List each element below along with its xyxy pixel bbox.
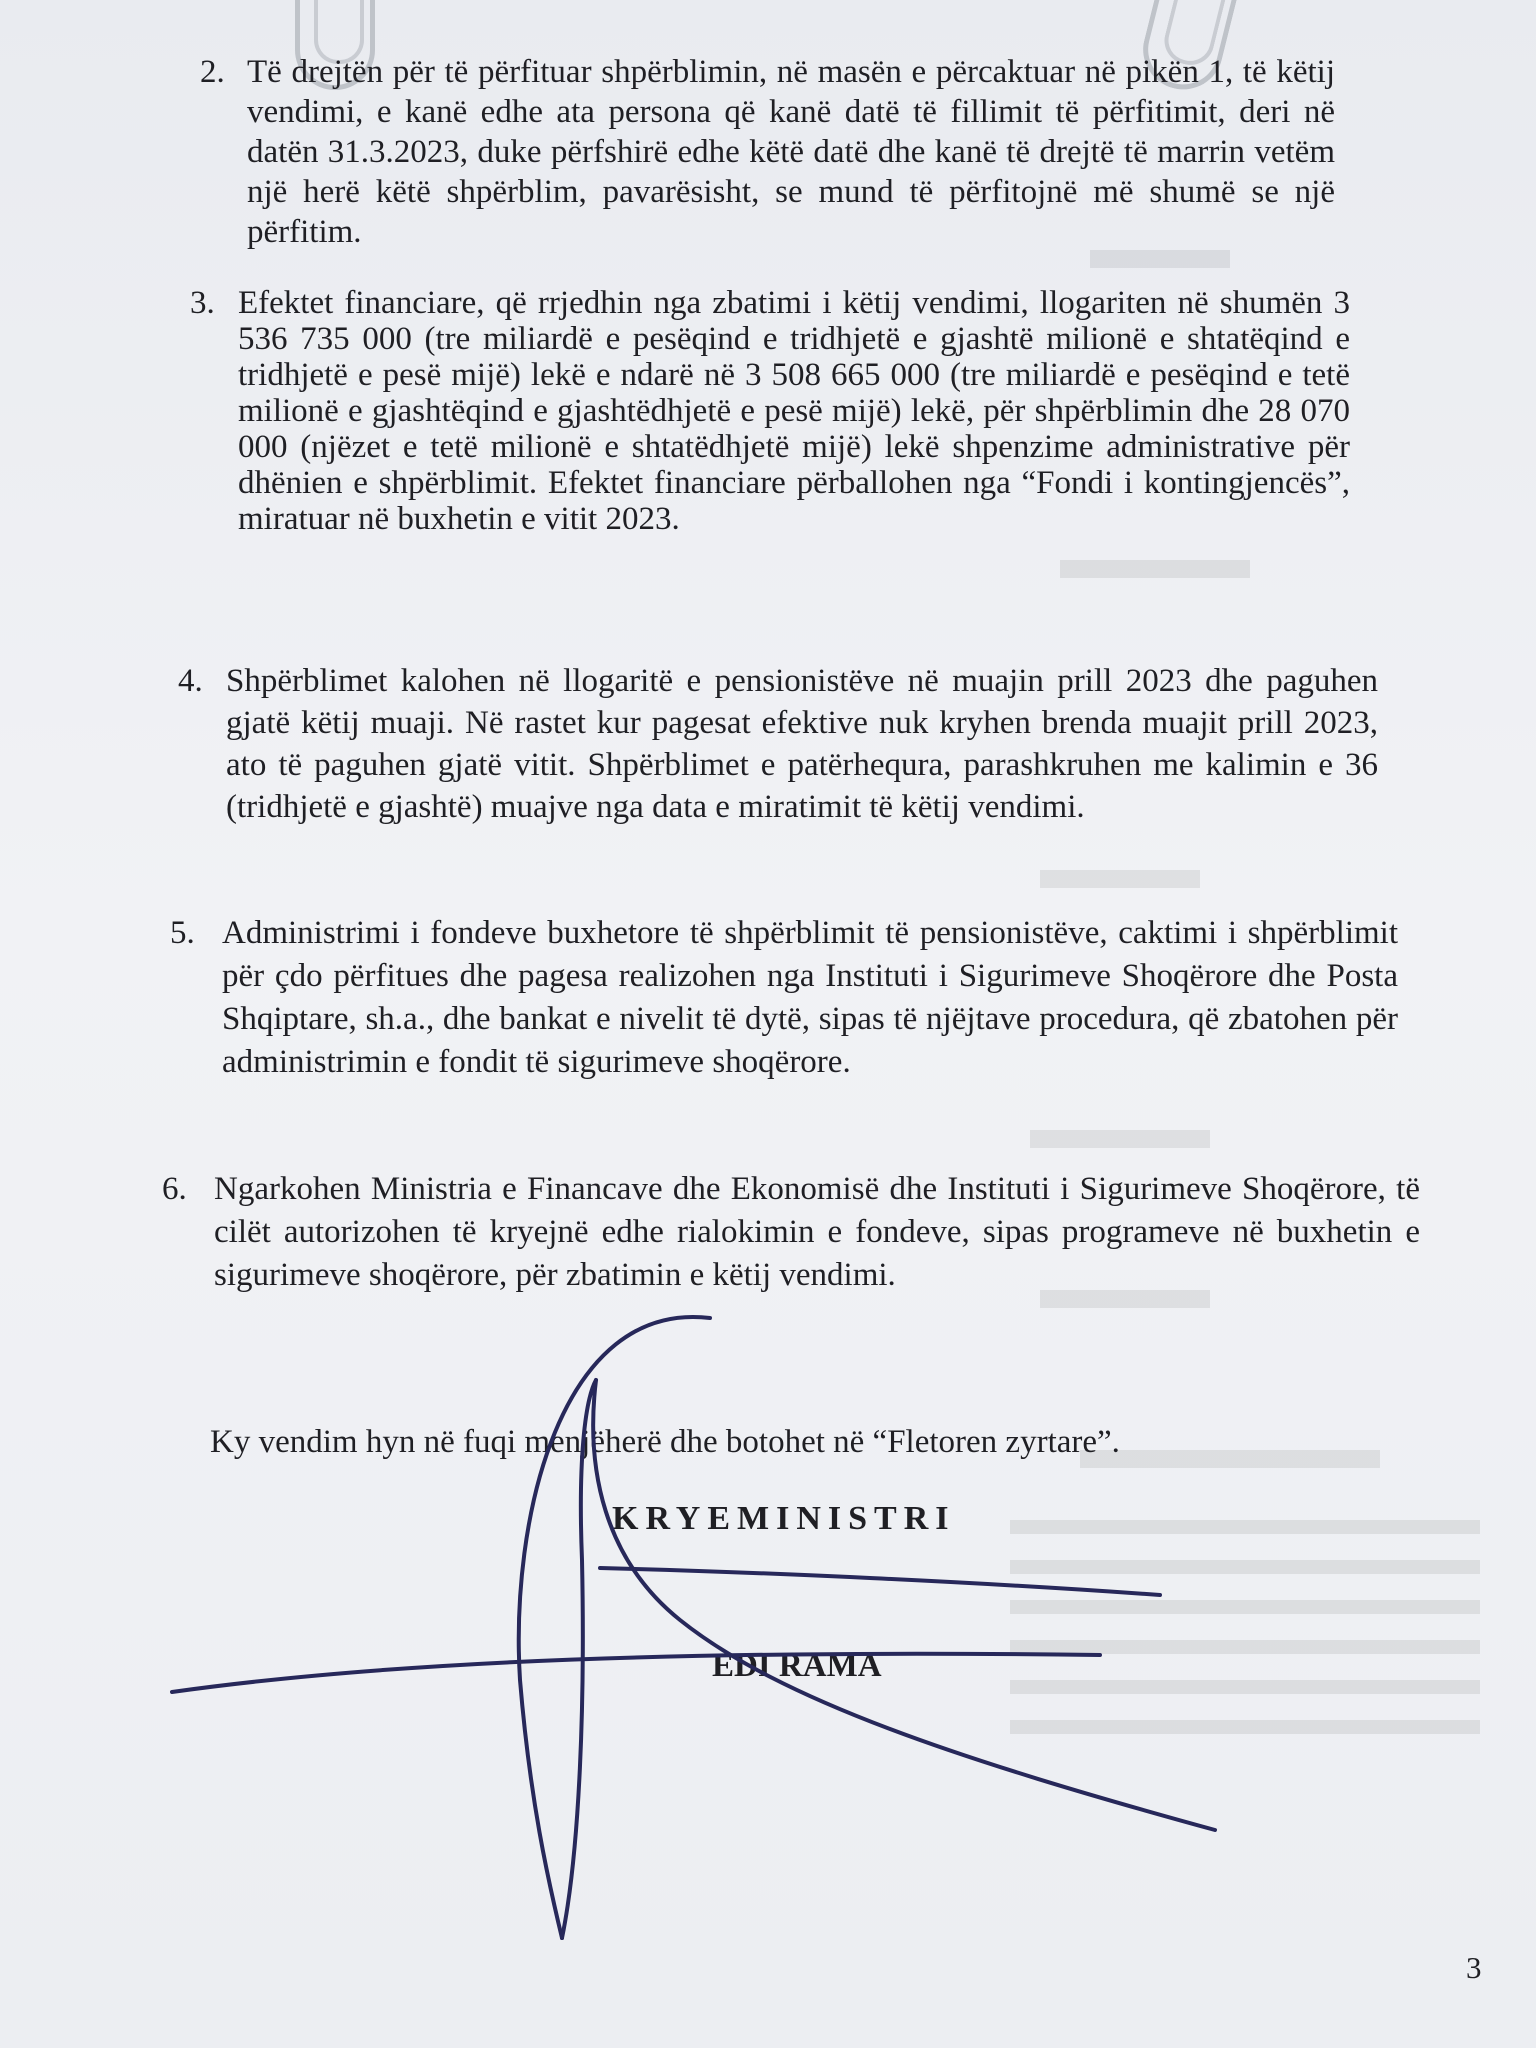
paragraph-text: Efektet financiare, që rrjedhin nga zbatimi i këtij vendimi, llogariten në shumën 3 536 735 000 (tre miliardë e pesëqind e tridhjetë e gjashtë milionë e shtatëqind e tridhjetë e pesë mijë) lekë e ndarë në 3 508 665 000 (tre miliardë e pesëqind e tetë milionë e gjashtëqind e gjashtëdhjetë e pesë mijë) lekë, për shpërblimin dhe 28 070 000 (njëzet e tetë milionë e shtatëdhjetë mijë) lekë shpenzime administrative për dhënien e shpërblimit. Efektet financiare përballohen nga “Fondi i kontingjencës”, miratuar në buxhetin e vitit 2023.: [238, 285, 1350, 537]
paragraph-number: 2.: [200, 54, 225, 90]
closing-statement: Ky vendim hyn në fuqi menjëherë dhe botohet në “Fletoren zyrtare”.: [210, 1424, 1120, 1460]
signatory-name: EDI RAMA: [712, 1648, 882, 1684]
paragraph-number: 5.: [170, 915, 195, 951]
paragraph-text: Ngarkohen Ministria e Financave dhe Ekonomisë dhe Instituti i Sigurimeve Shoqërore, të cilët autorizohen të kryejnë edhe rialokimin e fondeve, sipas programeve në buxhetin e sigurimeve shoqërore, për zbatimin e këtij vendimi.: [214, 1171, 1420, 1293]
paragraph-number: 6.: [162, 1171, 187, 1207]
page-number: 3: [1466, 1950, 1482, 1985]
signatory-title: KRYEMINISTRI: [612, 1500, 956, 1537]
paragraph-number: 3.: [190, 285, 215, 321]
paragraph-text: Shpërblimet kalohen në llogaritë e pensionistëve në muajin prill 2023 dhe paguhen gjatë këtij muaji. Në rastet kur pagesat efektive nuk kryhen brenda muajit prill 2023, ato të paguhen gjatë vitit. Shpërblimet e patërhequra, parashkruhen me kalimin e 36 (tridhjetë e gjashtë) muajve nga data e miratimit të këtij vendimi.: [226, 663, 1378, 825]
paragraph-number: 4.: [178, 663, 203, 699]
paragraph-text: Administrimi i fondeve buxhetore të shpërblimit të pensionistëve, caktimi i shpërblimit për çdo përfitues dhe pagesa realizohen nga Instituti i Sigurimeve Shoqërore dhe Posta Shqiptare, sh.a., dhe bankat e nivelit të dytë, sipas të njëjtave procedura, që zbatohen për administrimin e fondit të sigurimeve shoqërore.: [222, 915, 1398, 1080]
paragraph-text: Të drejtën për të përfituar shpërblimin, në masën e përcaktuar në pikën 1, të këtij vendimi, e kanë edhe ata persona që kanë datë të fillimit të përfitimit, deri në datën 31.3.2023, duke përfshirë edhe këtë datë dhe kanë të drejtë të marrin vetëm një herë këtë shpërblim, pavarësisht, se mund të përfitojnë më shumë se një përfitim.: [247, 54, 1335, 250]
